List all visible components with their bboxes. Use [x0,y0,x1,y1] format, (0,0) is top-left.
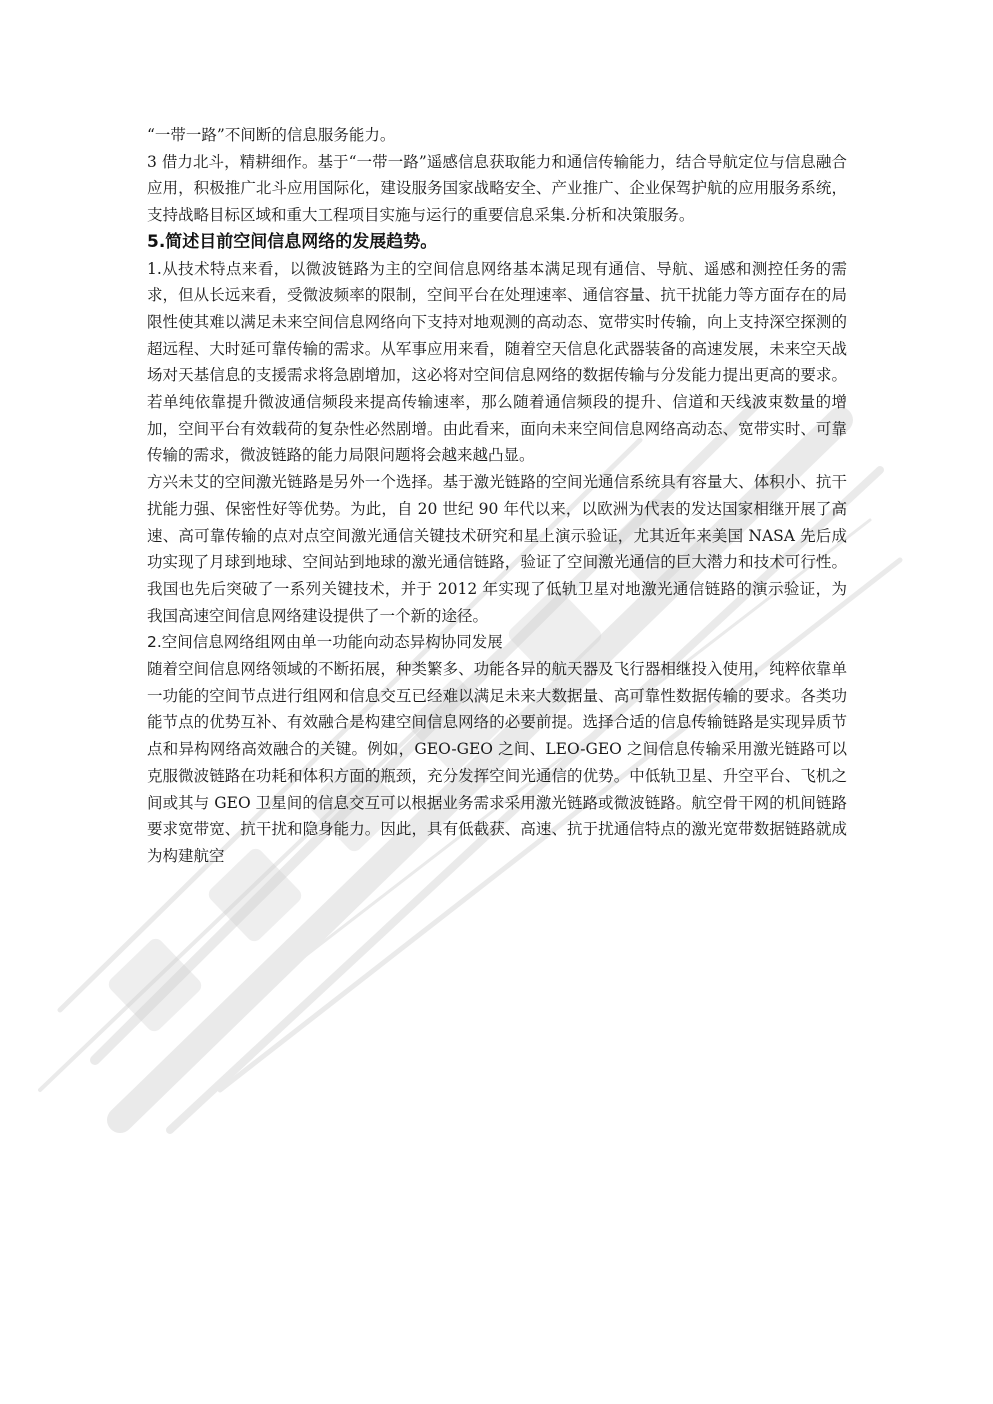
trend-subheading-2: 2.空间信息网络组网由单一功能向动态异构协同发展 [147,633,503,652]
trend-paragraph-2: 方兴未艾的空间激光链路是另外一个选择。基于激光链路的空间光通信系统具有容量大、体积小、抗干扰能力强、保密性好等优势。为此，自 20 世纪 90 年代以来，以欧洲为代表的发达国家相继开展了高速、高可靠传输的点对点空间激光通信关键技术研究和星上演示验证，尤其近年来美国 NASA 先后成功实现了月球到地球、空间站到地球的激光通信链路，验证了空间激光通信的巨大潜力和技术可行性。我国也先后突破了一系列关键技术，并于 2012 年实现了低轨卫星对地激光通信链路的演示验证，为我国高速空间信息网络建设提供了一个新的途径。 [147,473,847,625]
watermark-glyph [106,936,205,1035]
point-3-paragraph: 3 借力北斗，精耕细作。基于“一带一路”遥感信息获取能力和通信传输能力，结合导航定位与信息融合应用，积极推广北斗应用国际化，建设服务国家战略安全、产业推广、企业保驾护航的应用服务系统，支持战略目标区域和重大工程项目实施与运行的重要信息采集.分析和决策服务。 [147,152,847,225]
trend-paragraph-3: 随着空间信息网络领域的不断拓展，种类繁多、功能各异的航天器及飞行器相继投入使用，纯粹依靠单一功能的空间节点进行组网和信息交互已经难以满足未来大数据量、高可靠性数据传输的要求。各类功能节点的优势互补、有效融合是构建空间信息网络的必要前提。选择合适的信息传输链路是实现异质节点和异构网络高效融合的关键。例如，GEO-GEO 之间、LEO-GEO 之间信息传输采用激光链路可以克服微波链路在功耗和体积方面的瓶颈，充分发挥空间光通信的优势。中低轨卫星、升空平台、飞机之间或其与 GEO 卫星间的信息交互可以根据业务需求采用激光链路或微波链路。航空骨干网的机间链路要求宽带宽、抗干扰和隐身能力。因此，具有低截获、高速、抗于扰通信特点的激光宽带数据链路就成为构建航空 [147,660,847,865]
intro-line: “一带一路”不间断的信息服务能力。 [147,126,396,144]
document-body [147,122,847,870]
question-heading: 5.简述目前空间信息网络的发展趋势。 [147,231,438,252]
trend-paragraph-1: 1.从技术特点来看，以微波链路为主的空间信息网络基本满足现有通信、导航、遥感和测控任务的需求，但从长远来看，受微波频率的限制，空间平台在处理速率、通信容量、抗干扰能力等方面存在的局限性使其难以满足未来空间信息网络向下支持对地观测的高动态、宽带实时传输，向上支持深空探测的超远程、大时延可靠传输的需求。从军事应用来看，随着空天信息化武器装备的高速发展，未来空天战场对天基信息的支援需求将急剧增加，这必将对空间信息网络的数据传输与分发能力提出更高的要求。若单纯依靠提升微波通信频段来提高传输速率，那么随着通信频段的提升、信道和天线波束数量的增加，空间平台有效载荷的复杂性必然剧增。由此看来，面向未来空间信息网络高动态、宽带实时、可靠传输的需求，微波链路的能力局限问题将会越来越凸显。 [147,259,847,465]
